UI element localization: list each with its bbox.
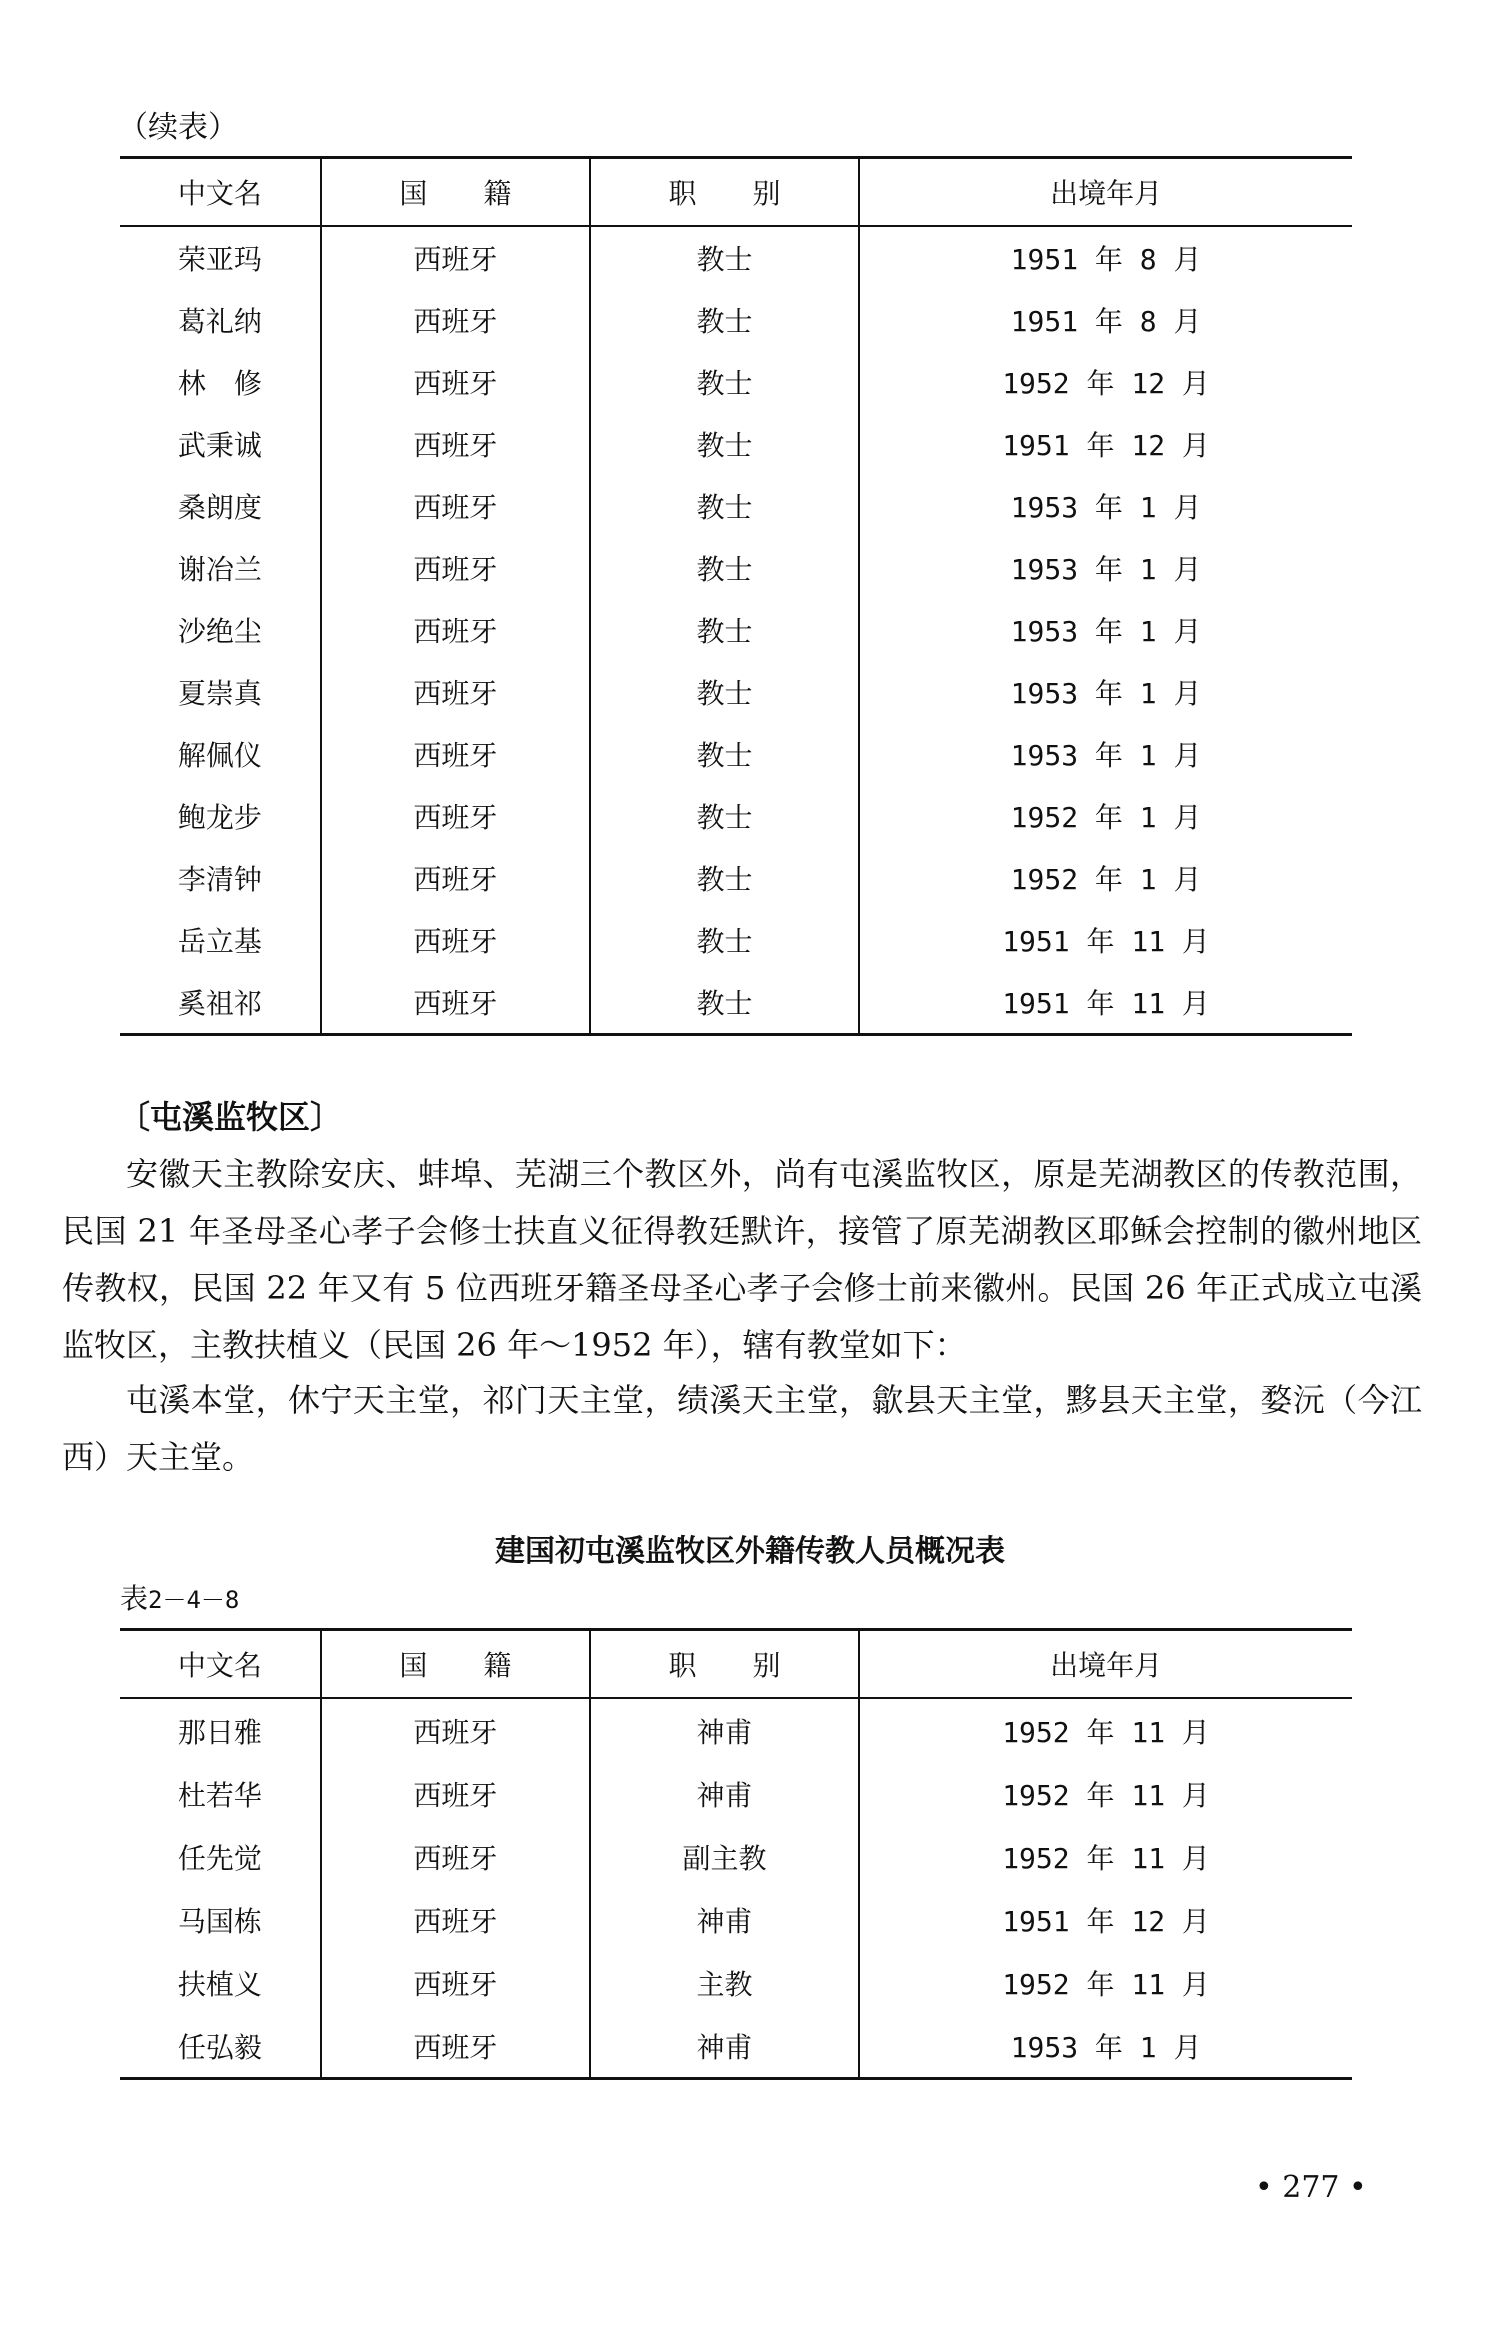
table-cell: 1953 年 1 月 [1010,615,1202,648]
page-number: • 277 • [1255,2170,1367,2205]
table-cell: 奚祖祁 [120,971,321,1035]
table-cell: 西班牙 [321,2014,590,2079]
column-header: 出境年月 [859,158,1352,227]
table-cell: 1952 年 11 月 [1002,1715,1210,1749]
continuation-label: （续表） [118,110,238,145]
table-cell: 西班牙 [321,226,590,289]
table-cell: 1953 年 1 月 [859,2014,1352,2079]
table-cell: 那日雅 [120,1698,321,1762]
column-header: 国 籍 [321,158,590,227]
table-cell: 1953 年 1 月 [1010,739,1202,772]
table-cell: 西班牙 [321,351,590,413]
body-paragraph-2: 屯溪本堂，休宁天主堂，祁门天主堂，绩溪天主堂，歙县天主堂，黟县天主堂，婺沅（今江西）天主堂。 [62,1381,1422,1476]
column-header: 出境年月 [859,1630,1352,1699]
table-cell: 夏崇真 [120,661,321,723]
table-cell: 西班牙 [321,661,590,723]
table-row [120,1762,1352,1825]
table-cell: 葛礼纳 [120,289,321,351]
table-row [120,1888,1352,1951]
body-paragraph-1: 安徽天主教除安庆、蚌埠、芜湖三个教区外，尚有屯溪监牧区，原是芜湖教区的传教范围，民国 21 年圣母圣心孝子会修士扶直义征得教廷默许，接管了原芜湖教区耶稣会控制的徽州地区传教权，民国 22 年又有 5 位西班牙籍圣母圣心孝子会修士前来徽州。民国 26 年正式成立屯溪监牧区，主教扶植义（民国 26 年～1952 年），辖有教堂如下： [62,1155,1422,1364]
table-cell: 西班牙 [321,909,590,971]
table-cell: 西班牙 [321,537,590,599]
table-number-value: 2－4－8 [148,1586,240,1614]
table-cell: 教士 [590,599,859,661]
table-cell: 神甫 [590,1762,859,1825]
table-cell: 教士 [590,351,859,413]
table-cell: 岳立基 [120,909,321,971]
table-cell: 鲍龙步 [120,785,321,847]
table-row [120,661,1352,723]
column-header: 国 籍 [321,1630,590,1699]
table-row [120,1825,1352,1888]
table-cell: 1953 年 1 月 [1010,553,1202,586]
table-cell: 1952 年 11 月 [1002,1841,1210,1875]
table-cell: 神甫 [590,1888,859,1951]
table-title: 建国初屯溪监牧区外籍传教人员概况表 [495,1534,1005,1569]
table-row [120,971,1352,1035]
table-cell: 西班牙 [321,1698,590,1762]
table-cell: 西班牙 [321,1951,590,2014]
table-cell: 西班牙 [321,1825,590,1888]
table-cell: 西班牙 [321,599,590,661]
table-cell: 荣亚玛 [120,226,321,289]
table-cell: 教士 [590,785,859,847]
table-cell: 杜若华 [120,1762,321,1825]
table-cell: 1951 年 12 月 [1002,1904,1210,1938]
table-number-prefix: 表 [120,1582,149,1615]
table-cell: 1952 年 11 月 [1002,1778,1210,1812]
table-cell: 教士 [590,661,859,723]
table-row [120,847,1352,909]
table-cell: 西班牙 [321,1888,590,1951]
table-cell: 马国栋 [120,1888,321,1951]
table-cell: 1952 年 1 月 [1010,801,1202,834]
table-row [120,2014,1352,2079]
table-cell: 教士 [590,289,859,351]
table-cell: 任弘毅 [120,2014,321,2079]
table-row [120,226,1352,289]
table-header-row [120,1630,1352,1699]
table-row [120,723,1352,785]
table-cell: 李清钟 [120,847,321,909]
table-row [120,1951,1352,2014]
table-cell: 主教 [590,1951,859,2014]
table-cell: 1952 年 1 月 [1010,863,1202,896]
missionary-table-continued [120,156,1352,1036]
tunxi-missionary-table [120,1628,1352,2080]
table-row [120,475,1352,537]
table-row [120,599,1352,661]
table-cell: 西班牙 [321,413,590,475]
table-cell: 1951 年 11 月 [859,971,1352,1035]
table-cell: 1951 年 8 月 [1010,305,1202,338]
table-cell: 副主教 [590,1825,859,1888]
table-cell: 西班牙 [321,723,590,785]
table-cell: 神甫 [590,2014,859,2079]
table-cell: 谢冶兰 [120,537,321,599]
column-header: 中文名 [120,1630,321,1699]
table-cell: 1953 年 1 月 [1010,491,1202,524]
table-cell: 西班牙 [321,847,590,909]
table-cell: 教士 [590,723,859,785]
table-cell: 武秉诚 [120,413,321,475]
table-cell: 教士 [590,909,859,971]
table-cell: 桑朗度 [120,475,321,537]
table-row [120,785,1352,847]
column-header: 中文名 [120,158,321,227]
table-cell: 教士 [590,537,859,599]
table-cell: 解佩仪 [120,723,321,785]
table-row [120,909,1352,971]
table-cell: 教士 [590,475,859,537]
table-header-row [120,158,1352,227]
table-cell: 西班牙 [321,289,590,351]
table-cell: 西班牙 [321,785,590,847]
table-row [120,413,1352,475]
table-cell: 教士 [590,971,859,1035]
table-cell: 教士 [590,413,859,475]
table-cell: 西班牙 [321,971,590,1035]
table-row [120,1698,1352,1762]
table-cell: 西班牙 [321,1762,590,1825]
table-cell: 1951 年 11 月 [1002,925,1210,958]
table-row [120,351,1352,413]
table-cell: 任先觉 [120,1825,321,1888]
table-cell: 1952 年 11 月 [1002,1967,1210,2001]
table-cell: 教士 [590,847,859,909]
table-cell: 西班牙 [321,475,590,537]
table-cell: 1952 年 12 月 [1002,367,1210,400]
table-cell: 林 修 [120,351,321,413]
table-cell: 扶植义 [120,1951,321,2014]
table-row [120,289,1352,351]
column-header: 职 别 [590,158,859,227]
table-cell: 教士 [590,226,859,289]
table-cell: 1951 年 12 月 [1002,429,1210,462]
table-number [120,1577,239,1617]
table-cell: 1953 年 1 月 [1010,677,1202,710]
section-heading: 〔屯溪监牧区〕 [118,1098,343,1136]
column-header: 职 别 [590,1630,859,1699]
table-cell: 沙绝尘 [120,599,321,661]
table-cell: 1951 年 8 月 [1010,243,1202,276]
table-row [120,537,1352,599]
table-cell: 神甫 [590,1698,859,1762]
